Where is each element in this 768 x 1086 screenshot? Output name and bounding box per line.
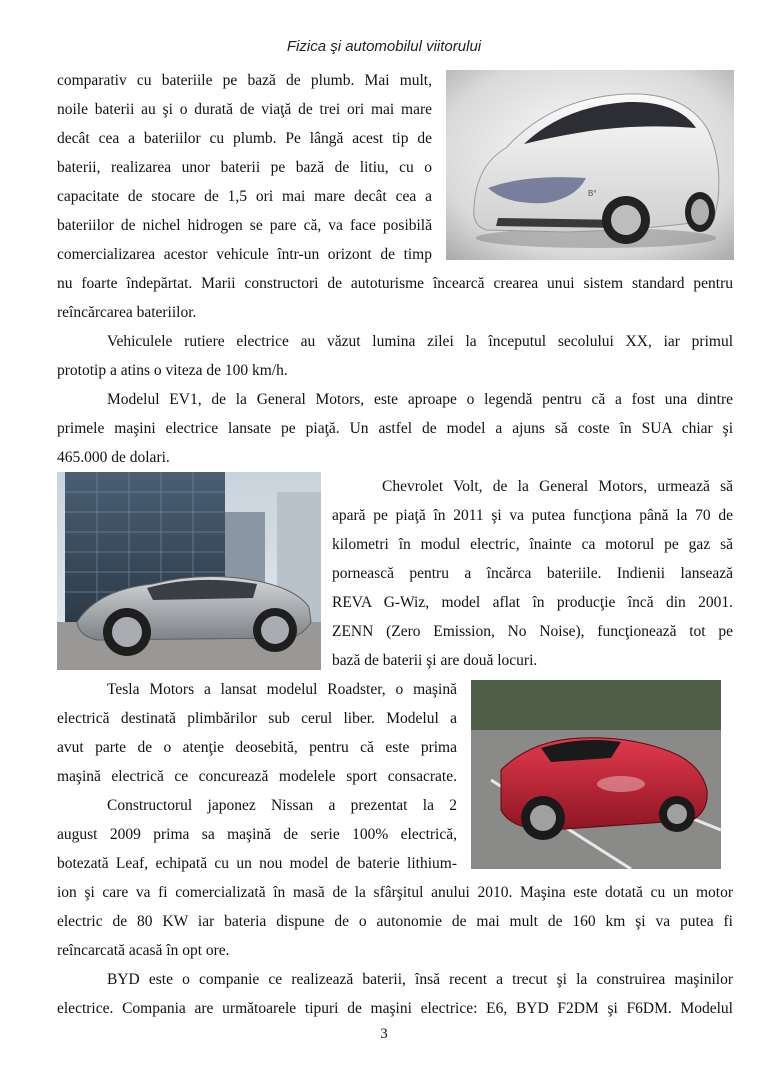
text-line: comercializarea acestor vehicule într-un orizont de timp [57, 246, 432, 263]
text-line: ion şi care va fi comercializată în masă de la sfârşitul anului 2010. Maşina este dotată cu un motor [57, 884, 733, 901]
chevrolet-volt-photo [57, 472, 321, 670]
text-line: Vehiculele rutiere electrice au văzut lumina zilei la începutul secolului XX, iar primul [107, 333, 733, 350]
text-line: REVA G-Wiz, model aflat în producţie încă din 2001. [332, 594, 733, 611]
text-line: electrică destinată plimbărilor sub cerul liber. Modelul a [57, 710, 457, 727]
text-line: august 2009 prima sa maşină de serie 100% electrică, [57, 826, 457, 843]
text-line: Chevrolet Volt, de la General Motors, urmează să [382, 478, 733, 495]
text-line: maşină electrică ce concurează modelele sport consacrate. [57, 768, 457, 785]
text-line: capacitate de stocare de 1,5 ori mai mare decât cea a [57, 188, 432, 205]
text-line: pornească pentru a încărca bateriile. Indienii lansează [332, 565, 733, 582]
text-line: botezată Leaf, echipată cu un nou model de baterie lithium- [57, 855, 457, 872]
text-line: BYD este o companie ce realizează baterii, însă recent a trecut şi la construirea maşinilor [107, 971, 733, 988]
svg-text:B°: B° [588, 189, 597, 198]
text-line: reîncărcarea bateriilor. [57, 304, 197, 321]
tesla-roadster-photo [471, 680, 721, 869]
text-line: Constructorul japonez Nissan a prezentat la 2 [107, 797, 457, 814]
running-header: Fizica şi automobilul viitorului [286, 38, 482, 55]
text-line: prototip a atins o viteza de 100 km/h. [57, 362, 288, 379]
text-line: primele maşini electrice lansate pe piaţă. Un astfel de model a ajuns să coste în SUA chiar şi [57, 420, 733, 437]
text-line: nu foarte îndepărtat. Marii constructori de autoturisme încearcă crearea unui sistem standard pentru [57, 275, 733, 292]
text-line: reîncarcată acasă în opt ore. [57, 942, 230, 959]
text-line: kilometri în modul electric, înainte ca motorul pe gaz să [332, 536, 733, 553]
text-line: avut parte de o atenţie deosebită, pentru că este prima [57, 739, 457, 756]
text-line: 465.000 de dolari. [57, 449, 170, 466]
text-line: apară pe piaţă în 2011 şi va putea funcţiona până la 70 de [332, 507, 733, 524]
page-number: 3 [380, 1026, 388, 1042]
text-line: decât cea a bateriilor cu plumb. Pe lângă acest tip de [57, 130, 432, 147]
text-line: ZENN (Zero Emission, No Noise), funcţionează tot pe [332, 623, 733, 640]
text-line: electrice. Compania are următoarele tipuri de maşini electrice: E6, BYD F2DM şi F6DM. Modelul [57, 1000, 733, 1017]
text-line: noile baterii au şi o durată de viaţă de trei ori mai mare [57, 101, 432, 118]
text-line: baterii, realizarea unor baterii pe bază de litiu, cu o [57, 159, 432, 176]
text-line: Tesla Motors a lansat modelul Roadster, o maşină [107, 681, 457, 698]
text-line: Modelul EV1, de la General Motors, este aproape o legendă pentru că a fost una dintre [107, 391, 733, 408]
text-line: comparativ cu bateriile pe bază de plumb. Mai mult, [57, 72, 432, 89]
text-line: bază de baterii şi are două locuri. [332, 652, 538, 669]
text-line: bateriilor de nichel hidrogen se pare că, va face posibilă [57, 217, 432, 234]
text-line: electric de 80 KW iar bateria dispune de o autonomie de mai mult de 160 km şi va putea fi [57, 913, 733, 930]
white-electric-car-photo [446, 70, 734, 260]
